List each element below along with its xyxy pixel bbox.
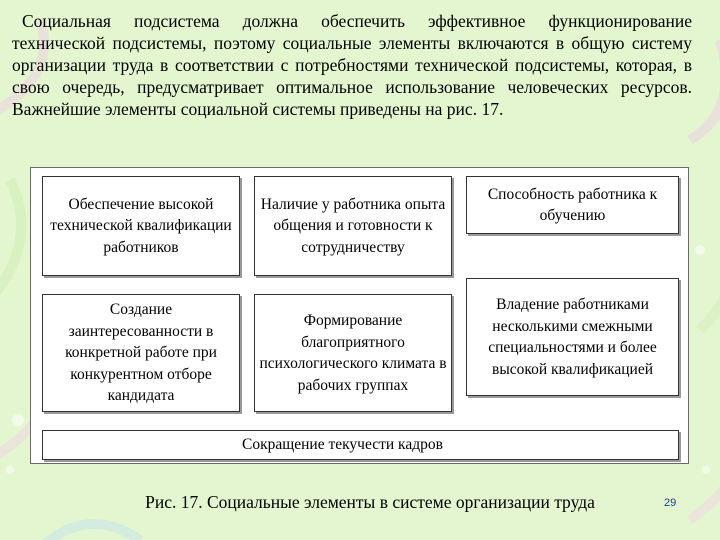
intro-paragraph: Социальная подсистема должна обеспечить эффективное функционирование технической подсистемы, поэтому социальные элементы включаются в общую систему организации труда в соответствии с потребностями технической подсистемы, которая, в свою очередь, предусматривает оптимальное использование человеческих ресурсов. Важнейшие элементы социальной системы приведены на рис. 17. xyxy=(12,11,692,119)
diagram-box-climate xyxy=(254,294,452,412)
diagram-box-motivation xyxy=(42,294,240,412)
diagram-box-communication xyxy=(254,176,452,276)
diagram-box-label: Владение работниками несколькими смежными специальностями и более высокой квалификацией xyxy=(488,296,657,378)
diagram-box-label: Обеспечение высокой технической квалификации работников xyxy=(50,195,232,256)
figure-caption: Рис. 17. Социальные элементы в системе организации труда xyxy=(145,492,595,512)
diagram-box-label: Формирование благоприятного психологического климата в рабочих группах xyxy=(259,312,447,394)
diagram-box-turnover xyxy=(42,430,679,460)
diagram-box-label: Сокращение текучести кадров xyxy=(242,436,443,454)
diagram-box-label: Наличие у работника опыта общения и готовности к сотрудничеству xyxy=(260,195,446,256)
diagram-box-label: Создание заинтересованности в конкретной работе при конкурентном отборе кандидата xyxy=(65,301,217,405)
diagram-box-qualification xyxy=(42,176,240,276)
diagram-box-multiskill xyxy=(466,278,679,396)
diagram-box-learning-ability xyxy=(466,176,679,234)
page-number: 29 xyxy=(664,497,677,509)
diagram-box-label: Способность работника к обучению xyxy=(487,185,658,224)
